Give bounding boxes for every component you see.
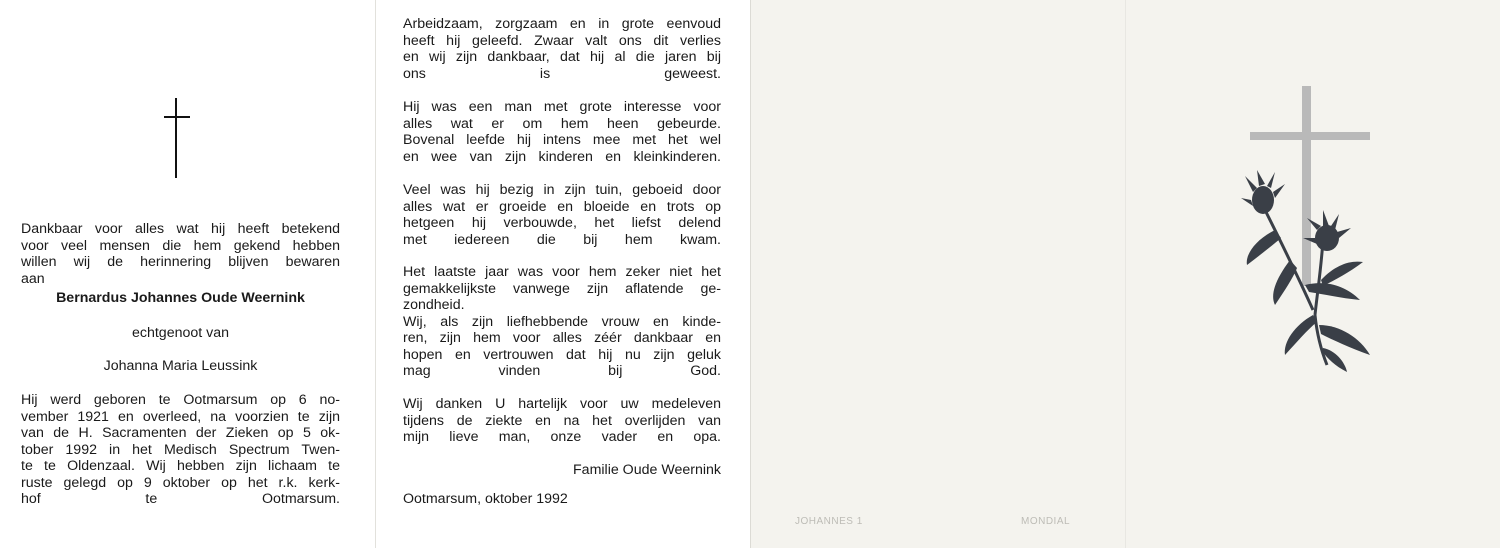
- paragraph-5: Wij danken U hartelijk voor uw medeleven tijdens de ziekte en na het overlijden van mijn lieve man, onze vader en opa.: [403, 396, 721, 445]
- card-code-label: JOHANNES 1: [795, 516, 863, 527]
- relation-text: echtgenoot van: [131, 325, 230, 341]
- front-cover-panel: [1125, 0, 1500, 548]
- spouse-name: Johanna Maria Leussink: [103, 358, 258, 374]
- left-inner-panel: [0, 0, 375, 548]
- back-cover-panel: [750, 0, 1125, 548]
- fold-line-left: [375, 0, 376, 548]
- signature: Familie Oude Weernink: [573, 462, 721, 478]
- fold-line-right: [1125, 0, 1126, 548]
- right-inner-panel: [375, 0, 750, 548]
- biography-text: Hij werd geboren te Ootmarsum op 6 no- vember 1921 en overleed, na voorzien te zijn van de H. Sacramenten der Zieken op 5 ok- tober 1992 in het Medisch Spectrum Twen- te te Oldenzaal. Wij hebben zijn lichaam te ruste gelegd op 9 oktober op het r.k. kerk- hof te Ootmarsum.: [21, 392, 340, 507]
- deceased-name: Bernardus Johannes Oude Weernink: [56, 290, 305, 306]
- brand-label: MONDIAL: [1021, 516, 1071, 527]
- paragraph-3: Veel was hij bezig in zijn tuin, geboeid door alles wat er groeide en bloeide en trots op hetgeen hij verbouwde, het liefst delend met iedereen die bij hem kwam.: [403, 182, 721, 248]
- place-date: Ootmarsum, oktober 1992: [403, 491, 568, 507]
- cover-illustration: [1235, 80, 1395, 380]
- cross-icon: [164, 98, 190, 178]
- paragraph-2: Hij was een man met grote interesse voor alles wat er om hem heen gebeurde. Bovenal leefde hij intens mee met het wel en wee van zijn kinderen en kleinkinderen.: [403, 99, 721, 165]
- paragraph-1: Arbeidzaam, zorgzaam en in grote eenvoud heeft hij geleefd. Zwaar valt ons dit verlies en wij zijn dankbaar, dat hij al die jaren bij ons is geweest.: [403, 16, 721, 82]
- card-edge: [750, 0, 751, 548]
- paragraph-4: Het laatste jaar was voor hem zeker niet het gemakkelijkste vanwege zijn aflatende ge- zondheid. Wij, als zijn liefhebbende vrouw en kinde- ren, zijn hem voor alles zéér dankbaar en hopen en vertrouwen dat hij nu zijn geluk mag vinden bij God.: [403, 264, 721, 379]
- intro-text: Dankbaar voor alles wat hij heeft betekend voor veel mensen die hem gekend hebben willen wij de herinnering blijven bewaren aan: [21, 221, 340, 287]
